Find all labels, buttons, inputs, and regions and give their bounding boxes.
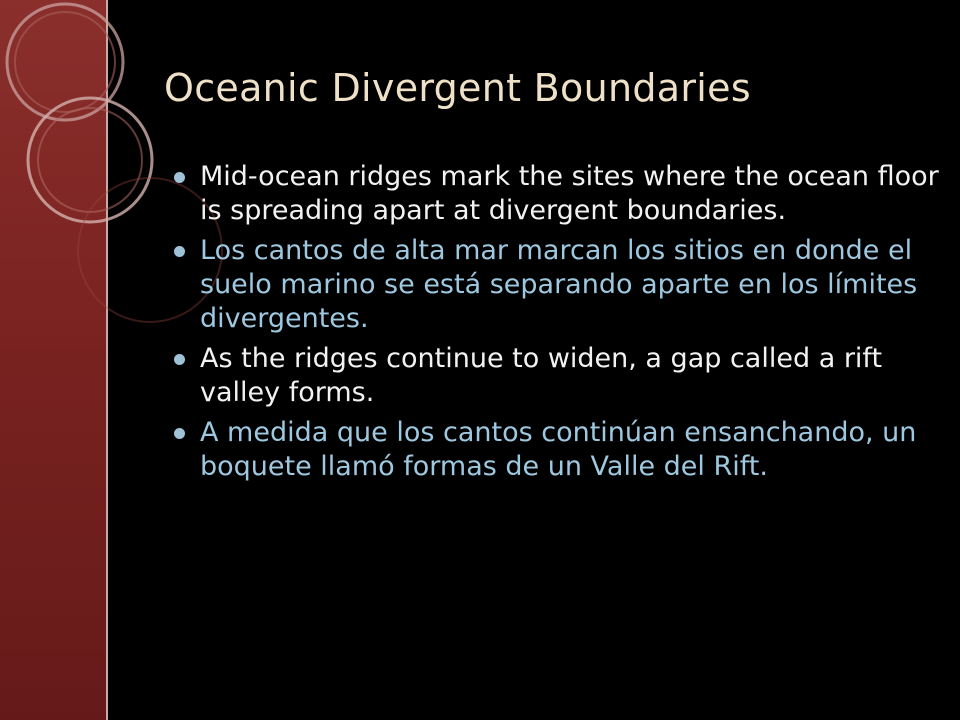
- slide-title: Oceanic Divergent Boundaries: [164, 66, 751, 110]
- decorative-rings: [0, 0, 200, 300]
- bullet-icon: [174, 172, 185, 183]
- bullet-icon: [174, 354, 185, 365]
- bullet-icon: [174, 246, 185, 257]
- bullet-text: A medida que los cantos continúan ensanchando, un boquete llamó formas de un Valle del Rift.: [200, 417, 917, 482]
- bullet-text: As the ridges continue to widen, a gap called a rift valley forms.: [200, 343, 883, 408]
- bullet-item: [172, 160, 942, 228]
- bullet-item: [172, 416, 942, 484]
- ring-mid-outer: [28, 98, 152, 222]
- bullet-icon: [174, 428, 185, 439]
- bullet-text: Mid-ocean ridges mark the sites where the ocean floor is spreading apart at divergent boundaries.: [200, 161, 939, 226]
- bullet-text: Los cantos de alta mar marcan los sitios en donde el suelo marino se está separando aparte en los límites divergentes.: [200, 235, 918, 334]
- bullet-item: [172, 342, 942, 410]
- ring-large-inner: [15, 12, 115, 112]
- bullet-item: [172, 234, 942, 336]
- bullet-list: [172, 160, 942, 490]
- ring-mid-inner: [38, 108, 142, 212]
